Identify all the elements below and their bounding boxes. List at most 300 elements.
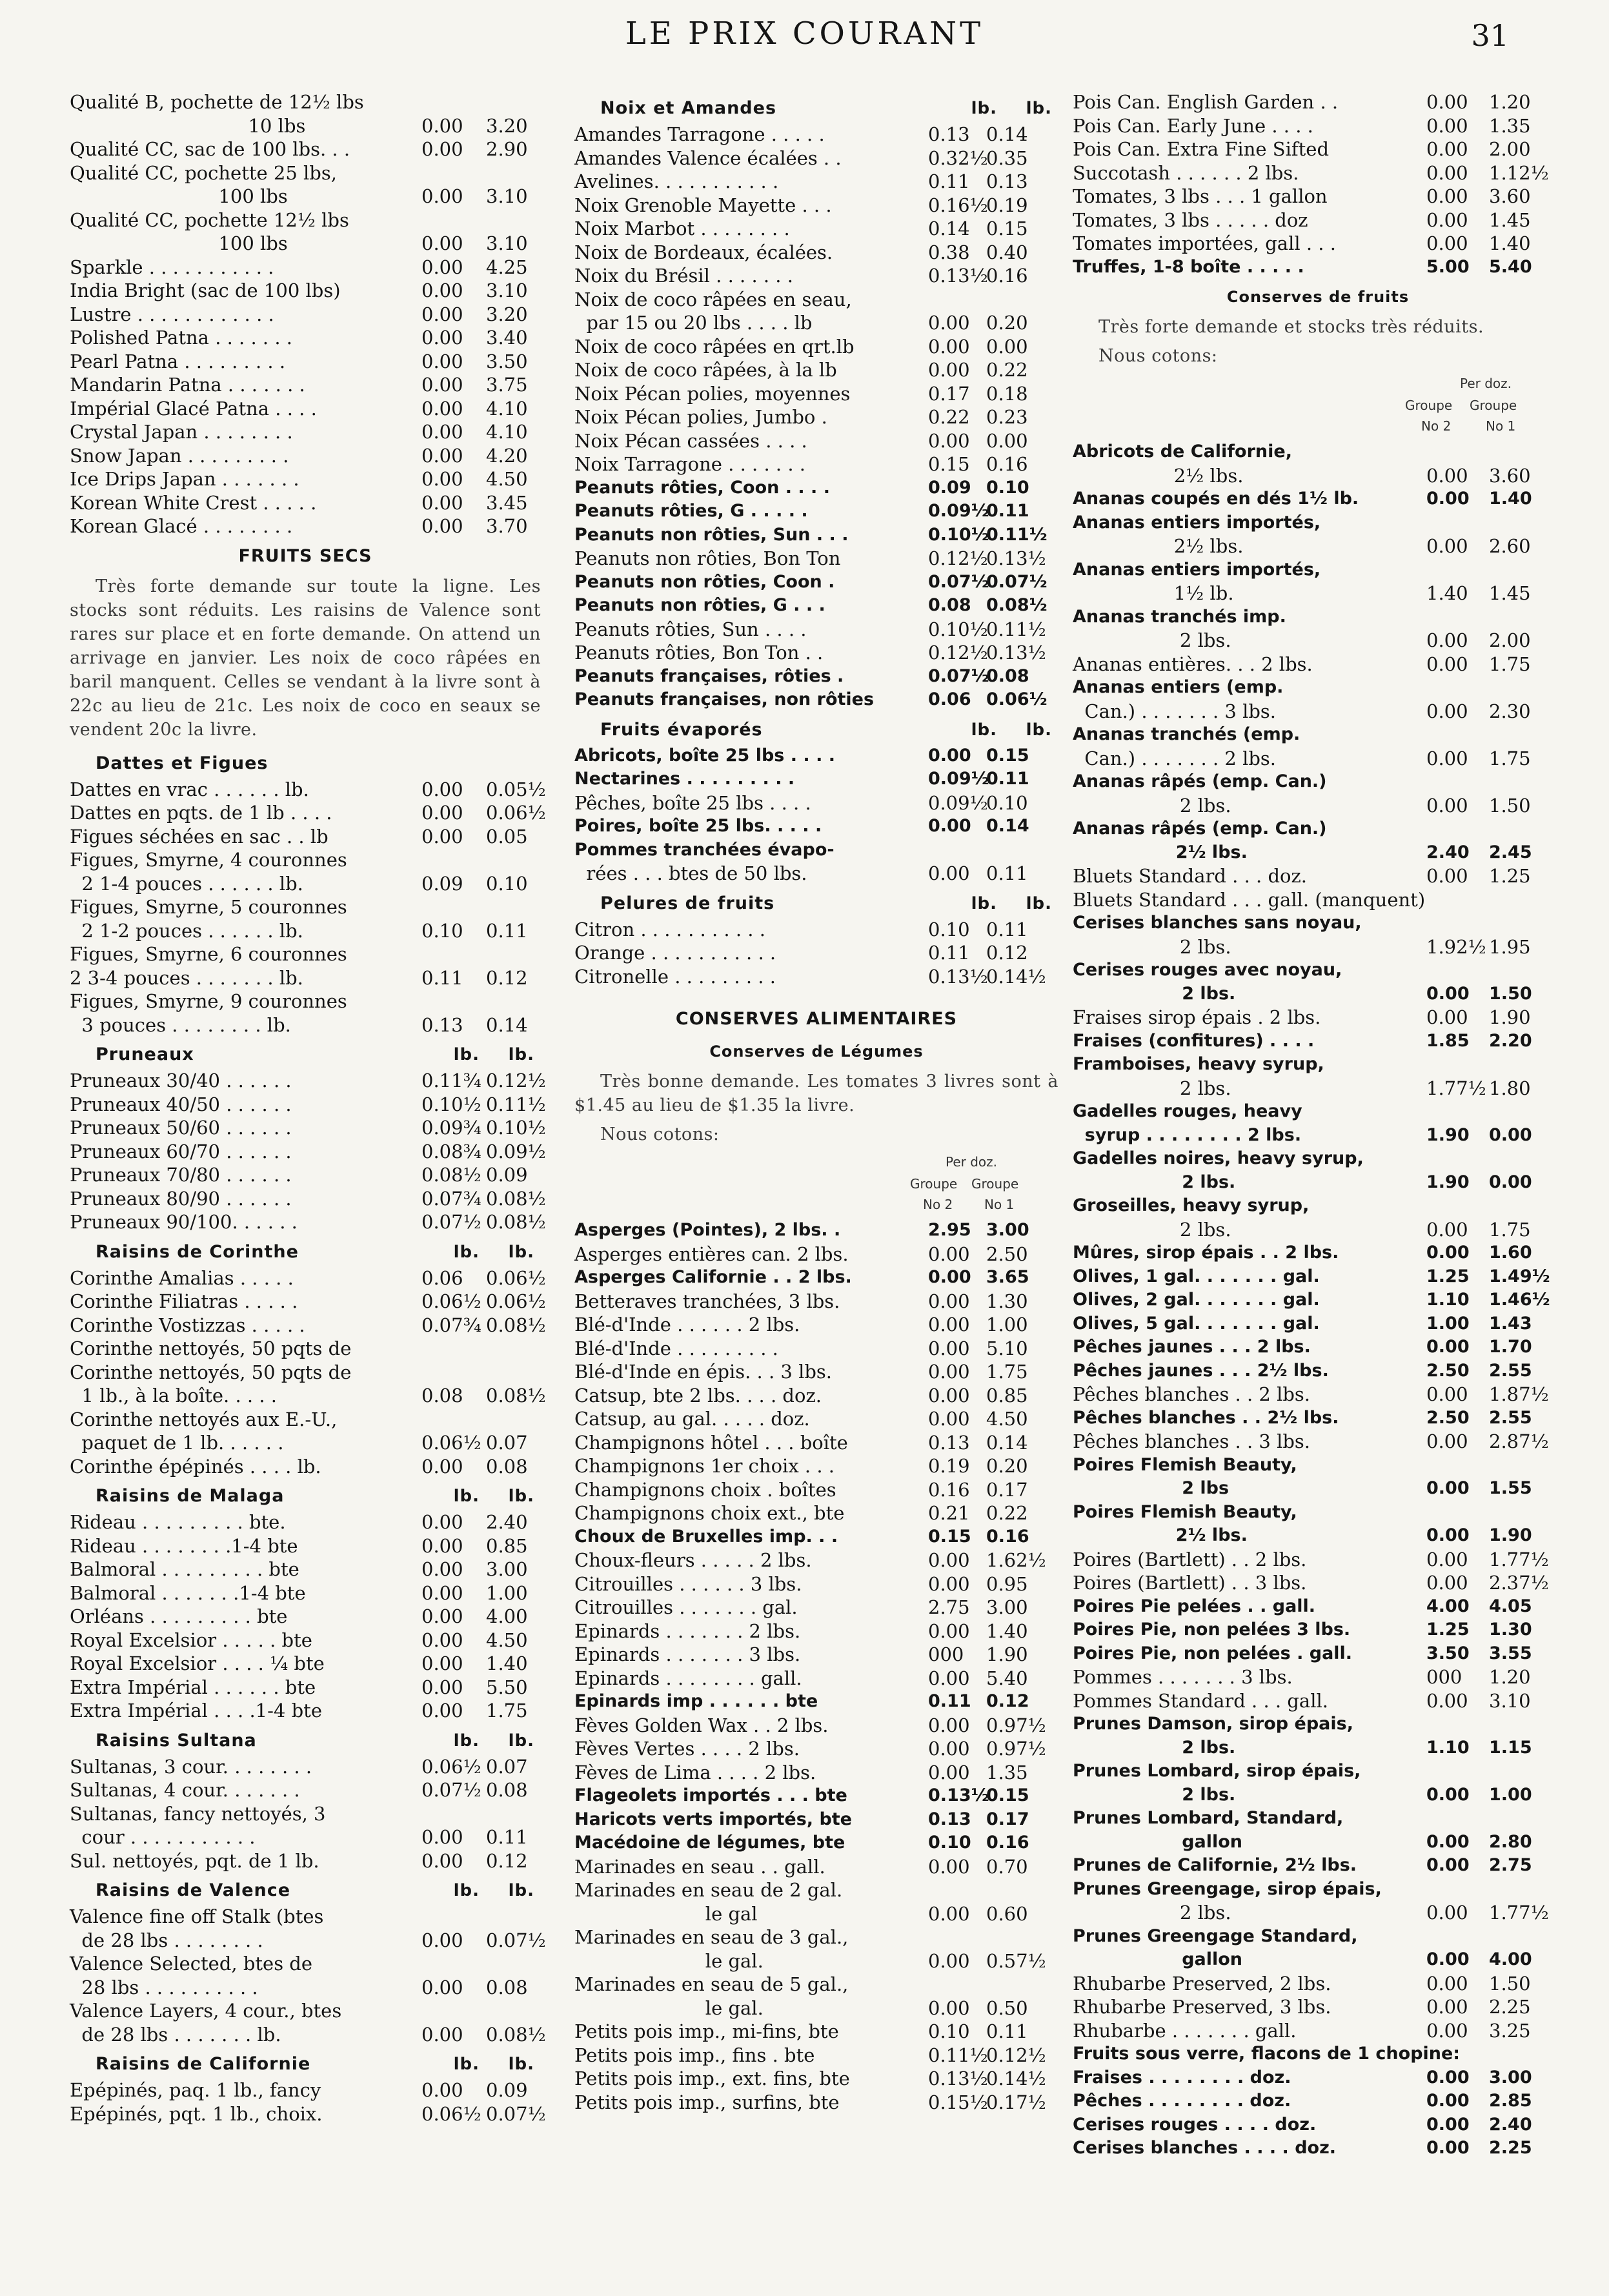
price-row bbox=[70, 1802, 541, 1826]
price-group-2: 0.00 bbox=[421, 1511, 463, 1533]
item-label: Poires (Bartlett) . . 3 lbs. bbox=[1073, 1572, 1307, 1594]
price-row bbox=[1073, 161, 1563, 185]
price-group-2: 0.06½ bbox=[421, 1755, 481, 1778]
price-row bbox=[1073, 1807, 1563, 1831]
price-group-2: 0.00 bbox=[1426, 138, 1468, 160]
price-group-2: 0.00 bbox=[928, 1855, 970, 1878]
item-label: 1 lb., à la boîte. . . . . bbox=[70, 1385, 277, 1407]
item-label: Prunes Lombard, sirop épais, bbox=[1073, 1761, 1361, 1781]
price-row bbox=[574, 1549, 1058, 1572]
item-label: Noix du Brésil . . . . . . . bbox=[574, 265, 793, 287]
item-label: Rhubarbe Preserved, 2 lbs. bbox=[1073, 1972, 1331, 1995]
item-label: Blé-d'Inde en épis. . . 3 lbs. bbox=[574, 1361, 833, 1383]
price-group-1: 4.50 bbox=[486, 468, 528, 490]
item-label: Rideau . . . . . . . .1-4 bte bbox=[70, 1534, 298, 1557]
section-heading-californie: Raisins de Californie lb. lb. bbox=[96, 2054, 534, 2074]
item-label: Marinades en seau . . gall. bbox=[574, 1855, 825, 1878]
price-row bbox=[1073, 1548, 1563, 1572]
price-group-2: 0.00 bbox=[1426, 865, 1468, 887]
price-group-1: 3.10 bbox=[1489, 1689, 1531, 1712]
price-row bbox=[70, 966, 541, 990]
price-group-2: 0.07½ bbox=[421, 1779, 481, 1801]
price-row bbox=[574, 1878, 1058, 1902]
item-label: Petits pois imp., mi-fins, bte bbox=[574, 2020, 839, 2042]
item-label: Prunes Greengage, sirop épais, bbox=[1073, 1878, 1382, 1899]
fruits-secs-text: Très forte demande sur toute la ligne. Les stocks sont réduits. Les raisins de Valence sont rares sur place et en forte demande. On attend un arrivage en janvier. Les noix de coco râpées en baril manquent. Celles se vendant à la livre sont à 22c au lieu de 21c. Les noix de coco en seaux se vendent 20c la livre. bbox=[70, 576, 541, 740]
item-label: Orange . . . . . . . . . . . bbox=[574, 942, 776, 964]
price-row bbox=[1073, 982, 1563, 1006]
item-label: Peanuts françaises, rôties . bbox=[574, 665, 844, 686]
price-row bbox=[1073, 1948, 1563, 1972]
price-row bbox=[574, 1478, 1058, 1502]
price-row bbox=[70, 1699, 541, 1723]
item-label: le gal. bbox=[574, 1949, 764, 1972]
price-group-2: 1.10 bbox=[1426, 1737, 1470, 1758]
price-group-2: 0.06½ bbox=[421, 1432, 481, 1454]
price-group-1: 0.08½ bbox=[486, 1211, 546, 1233]
price-row bbox=[70, 2078, 541, 2102]
item-label: Bluets Standard . . . gall. (manquent) bbox=[1073, 888, 1426, 911]
section-heading-pruneaux: Pruneaux lb. lb. bbox=[96, 1044, 534, 1064]
item-label: Peanuts non rôties, Bon Ton bbox=[574, 547, 841, 569]
price-row bbox=[70, 397, 541, 421]
price-group-2: 0.00 bbox=[421, 138, 463, 160]
item-label: Impérial Glacé Patna . . . . bbox=[70, 397, 317, 420]
price-row bbox=[1073, 1454, 1563, 1478]
price-group-2: 0.00 bbox=[1426, 1383, 1468, 1405]
price-group-2: 0.00 bbox=[928, 1243, 970, 1265]
price-group-1: 1.35 bbox=[1489, 114, 1531, 137]
price-group-2: 0.08 bbox=[421, 1385, 463, 1407]
price-group-1: 0.50 bbox=[986, 1996, 1028, 2019]
price-group-2: 0.07½ bbox=[421, 1211, 481, 1233]
price-group-2: 0.00 bbox=[1426, 161, 1468, 184]
price-row bbox=[1073, 605, 1563, 629]
price-group-1: 2.40 bbox=[486, 1511, 528, 1533]
price-group-1: 0.95 bbox=[986, 1572, 1028, 1595]
item-label: Pommes tranchées évapo- bbox=[574, 839, 835, 860]
price-row bbox=[70, 208, 541, 232]
price-row bbox=[574, 1996, 1058, 2020]
price-group-2: 0.09 bbox=[928, 477, 971, 498]
price-row bbox=[574, 838, 1058, 862]
price-row bbox=[1073, 770, 1563, 794]
price-row bbox=[574, 500, 1058, 523]
price-group-1: 2.55 bbox=[1489, 1407, 1532, 1428]
section-heading-dattes: Dattes et Figues bbox=[96, 753, 268, 773]
price-group-1: 1.60 bbox=[1489, 1243, 1532, 1263]
price-group-1: 0.17 bbox=[986, 1478, 1028, 1501]
price-row bbox=[70, 895, 541, 919]
price-group-2: 1.40 bbox=[1426, 582, 1468, 604]
price-group-2: 0.00 bbox=[421, 1700, 463, 1722]
item-label: Peanuts rôties, Sun . . . . bbox=[574, 618, 807, 640]
price-row bbox=[1073, 1878, 1563, 1902]
item-label: Epinards . . . . . . . 3 lbs. bbox=[574, 1643, 801, 1665]
price-row bbox=[574, 170, 1058, 194]
price-group-1: 0.12 bbox=[986, 942, 1028, 964]
price-group-2: 0.00 bbox=[421, 778, 463, 800]
price-group-1: 4.00 bbox=[486, 1605, 528, 1627]
section-heading-pelures: Pelures de fruits lb. lb. bbox=[600, 893, 1052, 913]
price-row bbox=[574, 2044, 1058, 2067]
price-row bbox=[70, 1676, 541, 1700]
price-group-2: 0.00 bbox=[1426, 1689, 1468, 1712]
price-row bbox=[1073, 1665, 1563, 1689]
price-group-1: 0.11½ bbox=[986, 618, 1046, 640]
price-group-2: 0.00 bbox=[1426, 1006, 1468, 1028]
price-group-2: 0.15 bbox=[928, 453, 970, 475]
price-group-1: 1.46½ bbox=[1489, 1290, 1550, 1310]
price-group-2: 0.00 bbox=[421, 1629, 463, 1651]
item-label: syrup . . . . . . . . 2 lbs. bbox=[1073, 1124, 1302, 1145]
price-group-1: 4.25 bbox=[486, 256, 528, 278]
price-row bbox=[70, 1013, 541, 1037]
item-label: Lustre . . . . . . . . . . . . bbox=[70, 303, 274, 325]
item-label: Extra Impérial . . . . . . bte bbox=[70, 1676, 316, 1698]
price-group-1: 1.55 bbox=[1489, 1478, 1532, 1498]
pelures-list bbox=[574, 918, 1058, 989]
price-group-1: 0.09½ bbox=[486, 1140, 546, 1163]
item-label: Ananas coupés en dés 1½ lb. bbox=[1073, 489, 1359, 509]
price-group-2: 0.00 bbox=[421, 468, 463, 490]
price-row bbox=[70, 279, 541, 303]
price-row bbox=[574, 918, 1058, 942]
price-group-1: 0.10 bbox=[986, 791, 1028, 814]
price-group-2: 3.50 bbox=[1426, 1643, 1470, 1663]
price-row bbox=[574, 358, 1058, 382]
item-label: Champignons choix . boîtes bbox=[574, 1478, 836, 1501]
price-row bbox=[574, 311, 1058, 335]
item-label: Pruneaux 30/40 . . . . . . bbox=[70, 1070, 292, 1092]
price-row bbox=[70, 326, 541, 350]
item-label: Gadelles rouges, heavy bbox=[1073, 1101, 1302, 1121]
price-group-1: 0.70 bbox=[986, 1855, 1028, 1878]
price-group-2: 0.00 bbox=[1426, 1548, 1468, 1570]
item-label: Ananas tranchés (emp. bbox=[1073, 724, 1300, 744]
price-group-1: 2.75 bbox=[1489, 1855, 1532, 1875]
item-label: 2 lbs. bbox=[1073, 983, 1236, 1004]
price-row bbox=[574, 665, 1058, 689]
price-group-1: 4.10 bbox=[486, 421, 528, 443]
price-group-2: 0.00 bbox=[928, 1949, 970, 1972]
price-group-2: 0.06 bbox=[421, 1266, 463, 1289]
item-label: India Bright (sac de 100 lbs) bbox=[70, 279, 341, 301]
price-group-1: 1.87½ bbox=[1489, 1383, 1549, 1405]
price-group-1: 0.11 bbox=[986, 918, 1028, 940]
price-row bbox=[70, 872, 541, 896]
price-group-2: 0.00 bbox=[1426, 1949, 1470, 1969]
price-row bbox=[574, 1360, 1058, 1384]
price-row bbox=[574, 618, 1058, 642]
item-label: Olives, 2 gal. . . . . . . gal. bbox=[1073, 1290, 1320, 1310]
item-label: 2½ lbs. bbox=[1073, 464, 1244, 487]
price-group-1: 0.10½ bbox=[486, 1117, 546, 1139]
price-group-1: 1.40 bbox=[986, 1620, 1028, 1642]
price-group-1: 3.10 bbox=[486, 279, 528, 301]
price-group-1: 2.55 bbox=[1489, 1360, 1532, 1381]
price-group-1: 0.85 bbox=[986, 1384, 1028, 1407]
price-group-2: 0.00 bbox=[421, 1558, 463, 1580]
section-heading-noix: Noix et Amandes lb. lb. bbox=[600, 98, 1052, 118]
price-group-1: 0.08 bbox=[486, 1976, 528, 1998]
price-row bbox=[1073, 1100, 1563, 1124]
price-group-2: 0.09 bbox=[421, 872, 463, 895]
price-row bbox=[574, 594, 1058, 618]
price-group-1: 0.10 bbox=[986, 477, 1029, 498]
price-group-1: 4.00 bbox=[1489, 1949, 1532, 1969]
price-group-2: 0.00 bbox=[421, 802, 463, 824]
item-label: Pêches, boîte 25 lbs . . . . bbox=[574, 791, 811, 814]
price-group-2: 0.00 bbox=[928, 816, 971, 836]
item-label: Corinthe épépinés . . . . lb. bbox=[70, 1455, 321, 1478]
item-label: Prunes Lombard, Standard, bbox=[1073, 1808, 1344, 1828]
price-group-2: 0.00 bbox=[1426, 2114, 1470, 2135]
legumes-list bbox=[574, 1219, 1058, 2114]
corinthe-list bbox=[70, 1266, 546, 1479]
price-group-1: 0.08½ bbox=[486, 2023, 546, 2046]
price-group-1: 1.77½ bbox=[1489, 1548, 1549, 1570]
price-row bbox=[1073, 256, 1563, 279]
price-group-1: 2.80 bbox=[1489, 1831, 1532, 1852]
price-row bbox=[1073, 653, 1563, 676]
price-group-2: 0.11¾ bbox=[421, 1070, 481, 1092]
fruits-text: Très forte demande et stocks très réduits. bbox=[1098, 317, 1484, 337]
item-label: Korean White Crest . . . . . bbox=[70, 491, 317, 514]
price-group-1: 0.16 bbox=[986, 1526, 1029, 1547]
item-label: Valence fine off Stalk (btes bbox=[70, 1905, 324, 1927]
price-group-2: 1.00 bbox=[1426, 1313, 1470, 1334]
item-label: Poires Flemish Beauty, bbox=[1073, 1454, 1297, 1475]
price-group-2: 0.00 bbox=[421, 2079, 463, 2101]
price-row bbox=[1073, 1006, 1563, 1030]
price-group-2: 2.95 bbox=[928, 1220, 971, 1240]
price-group-1: 0.97½ bbox=[986, 1714, 1046, 1736]
price-group-2: 0.15½ bbox=[928, 2091, 988, 2113]
price-group-1: 0.13½ bbox=[986, 642, 1046, 664]
price-group-2: 0.00 bbox=[1426, 629, 1468, 651]
item-label: Ananas entiers importés, bbox=[1073, 512, 1321, 533]
price-group-2: 2.50 bbox=[1426, 1407, 1470, 1428]
price-row bbox=[70, 1210, 546, 1234]
price-group-2: 0.00 bbox=[928, 1667, 970, 1689]
price-row bbox=[1073, 1689, 1563, 1713]
price-group-1: 0.15 bbox=[986, 1785, 1029, 1805]
price-row bbox=[574, 147, 1058, 170]
subheading-legumes: Conserves de Légumes bbox=[709, 1042, 924, 1061]
price-group-2: 0.00 bbox=[421, 2023, 463, 2046]
price-group-1: 3.50 bbox=[486, 350, 528, 372]
item-label: Pruneaux 90/100. . . . . . bbox=[70, 1211, 298, 1233]
item-label: par 15 ou 20 lbs . . . . lb bbox=[574, 312, 813, 334]
price-group-1: 1.90 bbox=[1489, 1006, 1531, 1028]
price-row bbox=[574, 1454, 1058, 1478]
price-group-2: 0.00 bbox=[1426, 1243, 1470, 1263]
item-label: Corinthe nettoyés aux E.-U., bbox=[70, 1408, 338, 1430]
item-label: Figues, Smyrne, 6 couronnes bbox=[70, 943, 347, 965]
price-group-2: 0.07¾ bbox=[421, 1314, 481, 1336]
price-group-1: 0.07½ bbox=[986, 571, 1047, 592]
price-row bbox=[574, 767, 1058, 791]
item-label: Noix de coco râpées en seau, bbox=[574, 288, 852, 310]
californie-list bbox=[70, 2078, 546, 2126]
price-group-2: 0.10 bbox=[928, 918, 970, 940]
item-label: Rhubarbe Preserved, 3 lbs. bbox=[1073, 1996, 1331, 2018]
item-label: Pommes . . . . . . . 3 lbs. bbox=[1073, 1666, 1293, 1688]
price-group-2: 0.00 bbox=[1426, 2019, 1468, 2042]
price-group-2: 000 bbox=[928, 1643, 964, 1665]
section-heading-fruits-secs: FRUITS SECS bbox=[238, 545, 372, 566]
price-group-1: 1.50 bbox=[1489, 794, 1531, 817]
price-group-2: 0.00 bbox=[421, 303, 463, 325]
price-row bbox=[1073, 1194, 1563, 1218]
price-group-2: 0.19 bbox=[928, 1455, 970, 1477]
item-label: Choux-fleurs . . . . . 2 lbs. bbox=[574, 1549, 812, 1571]
price-group-1: 1.75 bbox=[486, 1700, 528, 1722]
price-group-2: 0.11 bbox=[928, 942, 970, 964]
item-label: Korean Glacé . . . . . . . . bbox=[70, 515, 293, 537]
price-group-2: 0.06½ bbox=[421, 1290, 481, 1312]
price-group-2: 2.40 bbox=[1426, 842, 1470, 862]
price-row bbox=[70, 1187, 546, 1211]
rice-list bbox=[70, 90, 541, 538]
fruits-list bbox=[1073, 440, 1563, 2160]
item-label: Groseilles, heavy syrup, bbox=[1073, 1195, 1310, 1215]
price-group-1: 1.45 bbox=[1489, 582, 1531, 604]
evapores-list bbox=[574, 744, 1058, 886]
item-label: Noix Tarragone . . . . . . . bbox=[574, 453, 805, 475]
price-group-1: 0.19 bbox=[986, 194, 1028, 216]
item-label: Royal Excelsior . . . . ¼ bte bbox=[70, 1652, 325, 1674]
item-label: Epépinés, pqt. 1 lb., choix. bbox=[70, 2102, 323, 2125]
price-row bbox=[574, 1266, 1058, 1290]
price-group-1: 1.70 bbox=[1489, 1337, 1532, 1357]
price-row bbox=[1073, 137, 1563, 161]
item-label: 2 lbs bbox=[1073, 1478, 1230, 1498]
item-label: 2 3-4 pouces . . . . . . . lb. bbox=[70, 966, 303, 989]
price-row bbox=[574, 1690, 1058, 1714]
price-row bbox=[70, 1431, 541, 1455]
price-group-1: 0.08½ bbox=[486, 1385, 546, 1407]
item-label: Qualité CC, sac de 100 lbs. . . bbox=[70, 138, 350, 160]
item-label: Orléans . . . . . . . . . bte bbox=[70, 1605, 288, 1627]
price-row bbox=[70, 1290, 546, 1314]
item-label: Cerises blanches sans noyau, bbox=[1073, 913, 1362, 933]
item-label: 1½ lb. bbox=[1073, 582, 1234, 604]
noix-list bbox=[574, 123, 1058, 712]
price-group-1: 5.40 bbox=[1489, 256, 1532, 277]
item-label: 2 lbs. bbox=[1073, 794, 1231, 817]
price-row bbox=[70, 1093, 546, 1117]
price-group-2: 0.00 bbox=[421, 374, 463, 396]
price-group-1: 2.90 bbox=[486, 138, 528, 160]
price-row bbox=[1073, 1336, 1563, 1359]
price-row bbox=[70, 1976, 541, 2000]
price-group-1: 0.07 bbox=[486, 1432, 528, 1454]
price-row bbox=[70, 1581, 541, 1605]
price-group-2: 0.13 bbox=[928, 1809, 971, 1829]
item-label: Peanuts françaises, non rôties bbox=[574, 689, 875, 709]
price-row bbox=[574, 1337, 1058, 1361]
price-row bbox=[1073, 1077, 1563, 1101]
item-label: Citron . . . . . . . . . . . bbox=[574, 918, 765, 940]
price-group-2: 0.00 bbox=[421, 327, 463, 349]
section-heading-corinthe: Raisins de Corinthe lb. lb. bbox=[96, 1241, 534, 1262]
item-label: Extra Impérial . . . .1-4 bte bbox=[70, 1700, 322, 1722]
price-row bbox=[70, 232, 541, 256]
item-label: Peanuts non rôties, Coon . bbox=[574, 571, 835, 592]
price-group-1: 1.80 bbox=[1489, 1077, 1531, 1099]
price-group-2: 0.00 bbox=[928, 1714, 970, 1736]
item-label: Abricots de Californie, bbox=[1073, 442, 1292, 462]
price-row bbox=[1073, 1783, 1563, 1807]
section-heading-malaga: Raisins de Malaga lb. lb. bbox=[96, 1486, 534, 1506]
price-group-1: 3.00 bbox=[986, 1596, 1028, 1618]
price-group-2: 0.00 bbox=[928, 1572, 970, 1595]
item-label: 2½ lbs. bbox=[1073, 535, 1244, 557]
valence-list bbox=[70, 1905, 546, 2046]
price-group-2: 1.85 bbox=[1426, 1030, 1470, 1051]
price-row bbox=[1073, 2113, 1563, 2137]
price-row bbox=[1073, 1124, 1563, 1148]
price-row bbox=[574, 1784, 1058, 1808]
price-group-1: 1.40 bbox=[1489, 232, 1531, 254]
price-row bbox=[574, 1855, 1058, 1879]
price-row bbox=[574, 288, 1058, 312]
item-label: Fèves Vertes . . . . 2 lbs. bbox=[574, 1738, 800, 1760]
price-row bbox=[1073, 440, 1563, 464]
price-group-1: 0.08½ bbox=[986, 595, 1047, 615]
price-row bbox=[70, 1163, 541, 1187]
price-row bbox=[1073, 2137, 1563, 2160]
price-row bbox=[1073, 511, 1563, 535]
price-row bbox=[70, 778, 546, 802]
price-group-2: 0.09¾ bbox=[421, 1117, 481, 1139]
price-row bbox=[574, 335, 1058, 359]
price-group-1: 0.14½ bbox=[986, 965, 1046, 988]
price-group-2: 0.10 bbox=[928, 2020, 970, 2042]
price-row bbox=[70, 420, 541, 444]
item-label: Olives, 5 gal. . . . . . . gal. bbox=[1073, 1313, 1320, 1334]
price-row bbox=[574, 862, 1058, 886]
legumes-column-header: Per doz. Groupe Groupe No 2 No 1 bbox=[910, 1154, 1019, 1212]
price-group-2: 0.00 bbox=[928, 429, 970, 452]
price-row bbox=[574, 1925, 1058, 1949]
price-group-2: 0.00 bbox=[421, 397, 463, 420]
price-group-1: 3.60 bbox=[1489, 464, 1531, 487]
item-label: Figues, Smyrne, 9 couronnes bbox=[70, 990, 347, 1012]
price-group-1: 3.55 bbox=[1489, 1643, 1532, 1663]
price-row bbox=[574, 452, 1058, 476]
price-group-2: 0.00 bbox=[1426, 700, 1468, 722]
price-group-1: 0.05½ bbox=[486, 778, 546, 800]
price-group-2: 0.06 bbox=[928, 689, 971, 709]
price-group-2: 0.08 bbox=[928, 595, 971, 615]
price-row bbox=[1073, 841, 1563, 865]
price-group-2: 0.00 bbox=[928, 1408, 970, 1430]
price-row bbox=[574, 2091, 1058, 2115]
price-group-1: 1.30 bbox=[1489, 1620, 1532, 1640]
price-group-2: 0.13½ bbox=[928, 965, 988, 988]
price-row bbox=[574, 571, 1058, 594]
price-row bbox=[574, 1949, 1058, 1973]
price-row bbox=[574, 2067, 1058, 2091]
item-label: Epépinés, paq. 1 lb., fancy bbox=[70, 2079, 321, 2101]
item-label: Snow Japan . . . . . . . . . bbox=[70, 444, 289, 467]
price-group-1: 1.75 bbox=[1489, 653, 1531, 675]
item-label: Pêches blanches . . 2 lbs. bbox=[1073, 1383, 1311, 1405]
item-label: Amandes Tarragone . . . . . bbox=[574, 123, 825, 145]
